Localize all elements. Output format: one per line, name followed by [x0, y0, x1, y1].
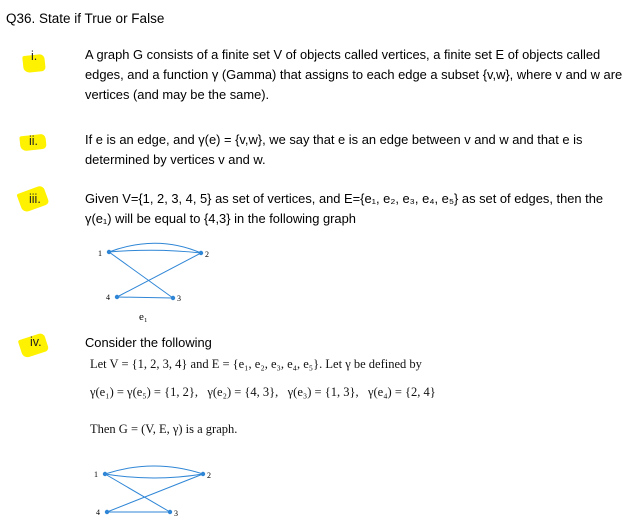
graph-diagram — [95, 240, 225, 325]
conclusion-line: Then G = (V, E, γ) is a graph. — [90, 422, 238, 436]
graph-edge — [107, 474, 203, 512]
graph-node — [115, 295, 119, 299]
vertex-label: 1 — [94, 470, 98, 479]
graph-node — [171, 296, 175, 300]
graph-node — [103, 472, 107, 476]
vertex-label: 1 — [98, 249, 102, 258]
gamma-definition: γ(e₁) = γ(e₅) = {1, 2}, γ(e₂) = {4, 3}, γ(e₃) = {1, 3}, γ(e₄) = {2, 4} — [90, 385, 436, 399]
graph-edge — [117, 297, 173, 298]
question-title: Q36. State if True or False — [6, 11, 165, 26]
item-text: Given V={1, 2, 3, 4, 5} as set of vertices, and E={e₁, e₂, e₃, e₄, e₅} as set of edges, then the γ(e₁) will be equal to {4,3} in the following graph — [85, 191, 604, 226]
edge-label: e₁ — [139, 311, 148, 323]
graph-edge — [109, 250, 201, 253]
graph-edge — [105, 466, 203, 474]
definition-line: Let V = {1, 2, 3, 4} and E = {e₁, e₂, e₃, e₄, e₅}. Let γ be defined by — [90, 357, 422, 371]
item-intro: Consider the following — [85, 335, 212, 350]
graph-diagram — [88, 458, 218, 523]
vertex-label: 4 — [96, 508, 100, 517]
graph-node — [105, 510, 109, 514]
vertex-label: 2 — [205, 250, 209, 259]
graph-edge — [105, 474, 203, 478]
item-text: A graph G consists of a finite set V of objects called vertices, a finite set E of objects called edges, and a function γ (Gamma) that assigns to each edge a subset {v,w}, where v and w are vertices (and may be the same). — [85, 47, 623, 102]
graph-node — [168, 510, 172, 514]
vertex-label: 2 — [207, 471, 211, 480]
graph-edge — [117, 253, 201, 297]
vertex-label: 3 — [177, 294, 181, 303]
vertex-label: 4 — [106, 293, 110, 302]
graph-edge — [109, 252, 173, 298]
graph-node — [107, 250, 111, 254]
item-label: i. — [31, 49, 38, 63]
vertex-label: 3 — [174, 509, 178, 518]
item-text: If e is an edge, and γ(e) = {v,w}, we say that e is an edge between v and w and that e is determined by vertices v and w. — [85, 132, 583, 167]
graph-edge — [105, 474, 170, 512]
item-label: iv. — [30, 335, 42, 349]
item-label: ii. — [29, 134, 39, 148]
graph-node — [199, 251, 203, 255]
graph-node — [201, 472, 205, 476]
item-label: iii. — [29, 192, 41, 206]
